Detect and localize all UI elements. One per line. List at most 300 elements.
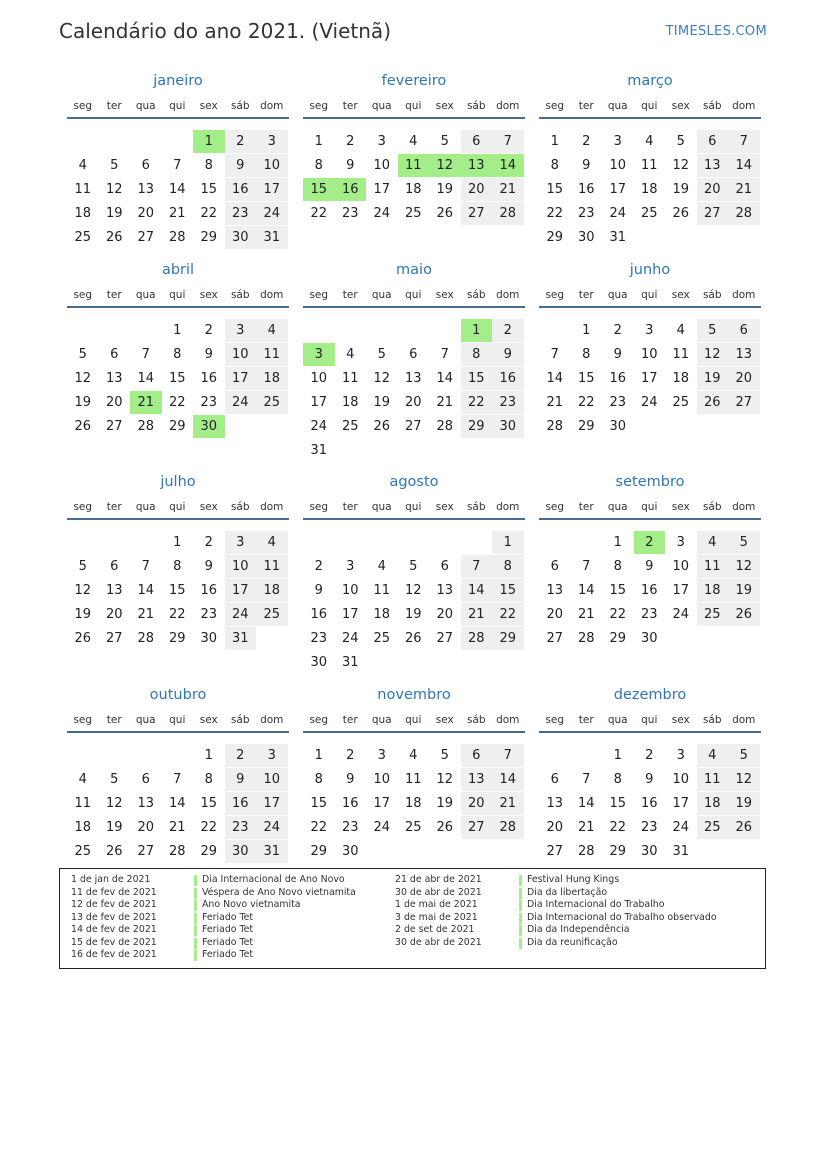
weekend-day-cell[interactable]: 25 xyxy=(256,391,288,414)
day-cell[interactable]: 17 xyxy=(341,607,359,622)
day-cell[interactable]: 18 xyxy=(672,371,690,386)
day-cell[interactable]: 13 xyxy=(105,583,123,598)
weekend-day-cell[interactable]: 15 xyxy=(461,367,493,390)
day-cell[interactable]: 9 xyxy=(204,347,213,362)
day-cell[interactable]: 24 xyxy=(310,419,328,434)
day-cell[interactable]: 23 xyxy=(577,206,595,221)
day-cell[interactable]: 19 xyxy=(74,607,92,622)
day-cell[interactable]: 15 xyxy=(546,182,564,197)
day-cell[interactable]: 5 xyxy=(440,748,449,763)
weekend-day-cell[interactable]: 6 xyxy=(461,130,493,153)
weekend-day-cell[interactable]: 14 xyxy=(461,579,493,602)
day-cell[interactable]: 31 xyxy=(310,443,328,458)
day-cell[interactable]: 5 xyxy=(676,134,685,149)
weekend-day-cell[interactable]: 21 xyxy=(461,603,493,626)
day-cell[interactable]: 7 xyxy=(141,347,150,362)
day-cell[interactable]: 18 xyxy=(373,607,391,622)
day-cell[interactable]: 25 xyxy=(404,820,422,835)
day-cell[interactable]: 18 xyxy=(341,395,359,410)
weekend-day-cell[interactable]: 24 xyxy=(225,391,257,414)
day-cell[interactable]: 30 xyxy=(310,655,328,670)
weekend-day-cell[interactable]: 20 xyxy=(461,178,493,201)
day-cell[interactable]: 7 xyxy=(173,158,182,173)
weekend-day-cell[interactable]: 19 xyxy=(728,579,760,602)
weekend-day-cell[interactable]: 31 xyxy=(256,840,288,863)
holiday-day-cell[interactable]: 2 xyxy=(634,531,666,554)
day-cell[interactable]: 1 xyxy=(582,323,591,338)
day-cell[interactable]: 16 xyxy=(310,607,328,622)
day-cell[interactable]: 26 xyxy=(404,631,422,646)
day-cell[interactable]: 21 xyxy=(546,395,564,410)
weekend-day-cell[interactable]: 17 xyxy=(256,178,288,201)
day-cell[interactable]: 21 xyxy=(577,607,595,622)
day-cell[interactable]: 3 xyxy=(377,134,386,149)
day-cell[interactable]: 25 xyxy=(74,844,92,859)
holiday-day-cell[interactable]: 11 xyxy=(398,154,430,177)
day-cell[interactable]: 2 xyxy=(346,134,355,149)
weekend-day-cell[interactable]: 9 xyxy=(225,154,257,177)
day-cell[interactable]: 5 xyxy=(409,559,418,574)
day-cell[interactable]: 6 xyxy=(550,559,559,574)
weekend-day-cell[interactable]: 3 xyxy=(225,319,257,342)
day-cell[interactable]: 20 xyxy=(105,395,123,410)
weekend-day-cell[interactable]: 31 xyxy=(256,226,288,249)
day-cell[interactable]: 17 xyxy=(373,182,391,197)
day-cell[interactable]: 9 xyxy=(613,347,622,362)
day-cell[interactable]: 14 xyxy=(546,371,564,386)
weekend-day-cell[interactable]: 8 xyxy=(461,343,493,366)
day-cell[interactable]: 29 xyxy=(310,844,328,859)
day-cell[interactable]: 30 xyxy=(640,844,658,859)
day-cell[interactable]: 3 xyxy=(645,323,654,338)
brand-link[interactable]: TIMESLES.COM xyxy=(665,24,767,39)
day-cell[interactable]: 27 xyxy=(546,631,564,646)
day-cell[interactable]: 7 xyxy=(173,772,182,787)
day-cell[interactable]: 26 xyxy=(74,419,92,434)
day-cell[interactable]: 11 xyxy=(74,796,92,811)
weekend-day-cell[interactable]: 9 xyxy=(225,768,257,791)
day-cell[interactable]: 5 xyxy=(440,134,449,149)
weekend-day-cell[interactable]: 10 xyxy=(225,555,257,578)
weekend-day-cell[interactable]: 23 xyxy=(225,816,257,839)
day-cell[interactable]: 2 xyxy=(645,748,654,763)
day-cell[interactable]: 2 xyxy=(582,134,591,149)
day-cell[interactable]: 16 xyxy=(341,796,359,811)
day-cell[interactable]: 27 xyxy=(404,419,422,434)
weekend-day-cell[interactable]: 19 xyxy=(697,367,729,390)
weekend-day-cell[interactable]: 14 xyxy=(728,154,760,177)
day-cell[interactable]: 24 xyxy=(640,395,658,410)
weekend-day-cell[interactable]: 11 xyxy=(256,555,288,578)
weekend-day-cell[interactable]: 28 xyxy=(492,816,524,839)
day-cell[interactable]: 6 xyxy=(409,347,418,362)
weekend-day-cell[interactable]: 6 xyxy=(461,744,493,767)
day-cell[interactable]: 16 xyxy=(640,796,658,811)
day-cell[interactable]: 21 xyxy=(436,395,454,410)
weekend-day-cell[interactable]: 2 xyxy=(225,744,257,767)
day-cell[interactable]: 13 xyxy=(546,796,564,811)
day-cell[interactable]: 19 xyxy=(404,607,422,622)
day-cell[interactable]: 1 xyxy=(314,134,323,149)
day-cell[interactable]: 1 xyxy=(613,748,622,763)
day-cell[interactable]: 22 xyxy=(609,820,627,835)
day-cell[interactable]: 23 xyxy=(310,631,328,646)
day-cell[interactable]: 10 xyxy=(341,583,359,598)
day-cell[interactable]: 12 xyxy=(74,583,92,598)
day-cell[interactable]: 23 xyxy=(640,820,658,835)
day-cell[interactable]: 27 xyxy=(105,631,123,646)
weekend-day-cell[interactable]: 28 xyxy=(728,202,760,225)
day-cell[interactable]: 10 xyxy=(373,772,391,787)
day-cell[interactable]: 4 xyxy=(346,347,355,362)
day-cell[interactable]: 10 xyxy=(672,559,690,574)
day-cell[interactable]: 28 xyxy=(546,419,564,434)
day-cell[interactable]: 30 xyxy=(640,631,658,646)
day-cell[interactable]: 25 xyxy=(373,631,391,646)
day-cell[interactable]: 4 xyxy=(409,134,418,149)
day-cell[interactable]: 22 xyxy=(609,607,627,622)
day-cell[interactable]: 4 xyxy=(645,134,654,149)
day-cell[interactable]: 4 xyxy=(409,748,418,763)
weekend-day-cell[interactable]: 24 xyxy=(256,816,288,839)
day-cell[interactable]: 30 xyxy=(577,230,595,245)
day-cell[interactable]: 29 xyxy=(609,844,627,859)
day-cell[interactable]: 2 xyxy=(204,535,213,550)
weekend-day-cell[interactable]: 22 xyxy=(492,603,524,626)
day-cell[interactable]: 18 xyxy=(404,182,422,197)
weekend-day-cell[interactable]: 27 xyxy=(461,816,493,839)
day-cell[interactable]: 15 xyxy=(577,371,595,386)
weekend-day-cell[interactable]: 7 xyxy=(728,130,760,153)
day-cell[interactable]: 19 xyxy=(74,395,92,410)
weekend-day-cell[interactable]: 18 xyxy=(256,579,288,602)
weekend-day-cell[interactable]: 4 xyxy=(697,744,729,767)
day-cell[interactable]: 26 xyxy=(105,844,123,859)
day-cell[interactable]: 13 xyxy=(546,583,564,598)
day-cell[interactable]: 13 xyxy=(137,182,155,197)
weekend-day-cell[interactable]: 23 xyxy=(225,202,257,225)
day-cell[interactable]: 4 xyxy=(377,559,386,574)
weekend-day-cell[interactable]: 29 xyxy=(461,415,493,438)
day-cell[interactable]: 28 xyxy=(577,844,595,859)
day-cell[interactable]: 9 xyxy=(645,772,654,787)
weekend-day-cell[interactable]: 21 xyxy=(728,178,760,201)
weekend-day-cell[interactable]: 30 xyxy=(492,415,524,438)
day-cell[interactable]: 21 xyxy=(137,607,155,622)
day-cell[interactable]: 17 xyxy=(310,395,328,410)
day-cell[interactable]: 27 xyxy=(546,844,564,859)
day-cell[interactable]: 11 xyxy=(672,347,690,362)
day-cell[interactable]: 1 xyxy=(173,323,182,338)
weekend-day-cell[interactable]: 27 xyxy=(697,202,729,225)
day-cell[interactable]: 18 xyxy=(404,796,422,811)
day-cell[interactable]: 14 xyxy=(137,583,155,598)
day-cell[interactable]: 22 xyxy=(577,395,595,410)
day-cell[interactable]: 12 xyxy=(74,371,92,386)
weekend-day-cell[interactable]: 17 xyxy=(256,792,288,815)
weekend-day-cell[interactable]: 30 xyxy=(225,226,257,249)
day-cell[interactable]: 11 xyxy=(74,182,92,197)
weekend-day-cell[interactable]: 25 xyxy=(256,603,288,626)
day-cell[interactable]: 24 xyxy=(373,820,391,835)
day-cell[interactable]: 9 xyxy=(204,559,213,574)
day-cell[interactable]: 12 xyxy=(436,772,454,787)
day-cell[interactable]: 8 xyxy=(613,772,622,787)
day-cell[interactable]: 24 xyxy=(609,206,627,221)
day-cell[interactable]: 16 xyxy=(200,371,218,386)
day-cell[interactable]: 20 xyxy=(137,206,155,221)
day-cell[interactable]: 17 xyxy=(640,371,658,386)
day-cell[interactable]: 3 xyxy=(676,535,685,550)
day-cell[interactable]: 1 xyxy=(204,748,213,763)
day-cell[interactable]: 4 xyxy=(676,323,685,338)
weekend-day-cell[interactable]: 9 xyxy=(492,343,524,366)
day-cell[interactable]: 20 xyxy=(436,607,454,622)
weekend-day-cell[interactable]: 17 xyxy=(225,579,257,602)
weekend-day-cell[interactable]: 2 xyxy=(225,130,257,153)
holiday-day-cell[interactable]: 12 xyxy=(429,154,461,177)
day-cell[interactable]: 28 xyxy=(137,631,155,646)
day-cell[interactable]: 19 xyxy=(436,182,454,197)
weekend-day-cell[interactable]: 7 xyxy=(492,744,524,767)
weekend-day-cell[interactable]: 10 xyxy=(225,343,257,366)
day-cell[interactable]: 18 xyxy=(640,182,658,197)
day-cell[interactable]: 27 xyxy=(105,419,123,434)
holiday-day-cell[interactable]: 30 xyxy=(193,415,225,438)
weekend-day-cell[interactable]: 5 xyxy=(728,531,760,554)
day-cell[interactable]: 21 xyxy=(168,820,186,835)
weekend-day-cell[interactable]: 21 xyxy=(492,792,524,815)
day-cell[interactable]: 8 xyxy=(550,158,559,173)
weekend-day-cell[interactable]: 16 xyxy=(225,792,257,815)
day-cell[interactable]: 15 xyxy=(168,371,186,386)
day-cell[interactable]: 25 xyxy=(640,206,658,221)
day-cell[interactable]: 2 xyxy=(613,323,622,338)
weekend-day-cell[interactable]: 3 xyxy=(256,744,288,767)
day-cell[interactable]: 10 xyxy=(310,371,328,386)
day-cell[interactable]: 22 xyxy=(310,206,328,221)
day-cell[interactable]: 19 xyxy=(373,395,391,410)
day-cell[interactable]: 26 xyxy=(373,419,391,434)
weekend-day-cell[interactable]: 23 xyxy=(492,391,524,414)
weekend-day-cell[interactable]: 16 xyxy=(225,178,257,201)
day-cell[interactable]: 16 xyxy=(609,371,627,386)
day-cell[interactable]: 5 xyxy=(377,347,386,362)
day-cell[interactable]: 23 xyxy=(341,820,359,835)
weekend-day-cell[interactable]: 10 xyxy=(256,768,288,791)
day-cell[interactable]: 31 xyxy=(672,844,690,859)
day-cell[interactable]: 15 xyxy=(200,796,218,811)
holiday-day-cell[interactable]: 1 xyxy=(193,130,225,153)
day-cell[interactable]: 26 xyxy=(436,206,454,221)
day-cell[interactable]: 23 xyxy=(200,607,218,622)
day-cell[interactable]: 13 xyxy=(105,371,123,386)
day-cell[interactable]: 14 xyxy=(577,583,595,598)
weekend-day-cell[interactable]: 11 xyxy=(256,343,288,366)
day-cell[interactable]: 9 xyxy=(582,158,591,173)
day-cell[interactable]: 28 xyxy=(577,631,595,646)
day-cell[interactable]: 6 xyxy=(141,772,150,787)
day-cell[interactable]: 31 xyxy=(609,230,627,245)
day-cell[interactable]: 3 xyxy=(676,748,685,763)
day-cell[interactable]: 22 xyxy=(546,206,564,221)
day-cell[interactable]: 8 xyxy=(314,158,323,173)
day-cell[interactable]: 24 xyxy=(341,631,359,646)
day-cell[interactable]: 14 xyxy=(168,182,186,197)
day-cell[interactable]: 5 xyxy=(78,347,87,362)
day-cell[interactable]: 17 xyxy=(373,796,391,811)
day-cell[interactable]: 6 xyxy=(110,347,119,362)
day-cell[interactable]: 20 xyxy=(404,395,422,410)
day-cell[interactable]: 20 xyxy=(546,820,564,835)
day-cell[interactable]: 25 xyxy=(341,419,359,434)
day-cell[interactable]: 30 xyxy=(341,844,359,859)
day-cell[interactable]: 17 xyxy=(609,182,627,197)
day-cell[interactable]: 16 xyxy=(577,182,595,197)
weekend-day-cell[interactable]: 6 xyxy=(728,319,760,342)
day-cell[interactable]: 10 xyxy=(640,347,658,362)
weekend-day-cell[interactable]: 18 xyxy=(256,367,288,390)
weekend-day-cell[interactable]: 26 xyxy=(697,391,729,414)
day-cell[interactable]: 18 xyxy=(74,820,92,835)
day-cell[interactable]: 11 xyxy=(373,583,391,598)
day-cell[interactable]: 24 xyxy=(672,607,690,622)
day-cell[interactable]: 14 xyxy=(168,796,186,811)
day-cell[interactable]: 6 xyxy=(110,559,119,574)
day-cell[interactable]: 29 xyxy=(168,419,186,434)
day-cell[interactable]: 27 xyxy=(137,844,155,859)
day-cell[interactable]: 23 xyxy=(341,206,359,221)
day-cell[interactable]: 22 xyxy=(310,820,328,835)
day-cell[interactable]: 8 xyxy=(173,559,182,574)
holiday-day-cell[interactable]: 1 xyxy=(461,319,493,342)
day-cell[interactable]: 8 xyxy=(204,772,213,787)
day-cell[interactable]: 10 xyxy=(609,158,627,173)
day-cell[interactable]: 22 xyxy=(168,395,186,410)
day-cell[interactable]: 6 xyxy=(550,772,559,787)
day-cell[interactable]: 29 xyxy=(200,844,218,859)
day-cell[interactable]: 1 xyxy=(550,134,559,149)
weekend-day-cell[interactable]: 27 xyxy=(461,202,493,225)
day-cell[interactable]: 7 xyxy=(582,772,591,787)
day-cell[interactable]: 3 xyxy=(346,559,355,574)
day-cell[interactable]: 12 xyxy=(404,583,422,598)
day-cell[interactable]: 15 xyxy=(168,583,186,598)
weekend-day-cell[interactable]: 8 xyxy=(492,555,524,578)
weekend-day-cell[interactable]: 16 xyxy=(492,367,524,390)
day-cell[interactable]: 3 xyxy=(613,134,622,149)
day-cell[interactable]: 11 xyxy=(404,772,422,787)
weekend-day-cell[interactable]: 3 xyxy=(225,531,257,554)
day-cell[interactable]: 31 xyxy=(341,655,359,670)
weekend-day-cell[interactable]: 5 xyxy=(697,319,729,342)
day-cell[interactable]: 22 xyxy=(200,206,218,221)
day-cell[interactable]: 15 xyxy=(609,583,627,598)
weekend-day-cell[interactable]: 5 xyxy=(728,744,760,767)
weekend-day-cell[interactable]: 12 xyxy=(697,343,729,366)
weekend-day-cell[interactable]: 11 xyxy=(697,768,729,791)
weekend-day-cell[interactable]: 25 xyxy=(697,816,729,839)
day-cell[interactable]: 21 xyxy=(577,820,595,835)
day-cell[interactable]: 23 xyxy=(609,395,627,410)
holiday-day-cell[interactable]: 3 xyxy=(303,343,335,366)
day-cell[interactable]: 7 xyxy=(550,347,559,362)
day-cell[interactable]: 19 xyxy=(436,796,454,811)
weekend-day-cell[interactable]: 14 xyxy=(492,768,524,791)
day-cell[interactable]: 24 xyxy=(373,206,391,221)
day-cell[interactable]: 30 xyxy=(200,631,218,646)
day-cell[interactable]: 26 xyxy=(74,631,92,646)
day-cell[interactable]: 27 xyxy=(436,631,454,646)
weekend-day-cell[interactable]: 7 xyxy=(461,555,493,578)
day-cell[interactable]: 9 xyxy=(346,158,355,173)
weekend-day-cell[interactable]: 13 xyxy=(697,154,729,177)
holiday-day-cell[interactable]: 21 xyxy=(130,391,162,414)
day-cell[interactable]: 11 xyxy=(341,371,359,386)
day-cell[interactable]: 8 xyxy=(314,772,323,787)
day-cell[interactable]: 13 xyxy=(436,583,454,598)
day-cell[interactable]: 2 xyxy=(314,559,323,574)
day-cell[interactable]: 15 xyxy=(200,182,218,197)
day-cell[interactable]: 16 xyxy=(640,583,658,598)
day-cell[interactable]: 28 xyxy=(137,419,155,434)
day-cell[interactable]: 12 xyxy=(105,796,123,811)
day-cell[interactable]: 26 xyxy=(105,230,123,245)
weekend-day-cell[interactable]: 28 xyxy=(461,627,493,650)
day-cell[interactable]: 20 xyxy=(105,607,123,622)
weekend-day-cell[interactable]: 21 xyxy=(492,178,524,201)
day-cell[interactable]: 14 xyxy=(436,371,454,386)
day-cell[interactable]: 15 xyxy=(609,796,627,811)
day-cell[interactable]: 28 xyxy=(436,419,454,434)
day-cell[interactable]: 19 xyxy=(105,820,123,835)
weekend-day-cell[interactable]: 28 xyxy=(492,202,524,225)
day-cell[interactable]: 14 xyxy=(137,371,155,386)
weekend-day-cell[interactable]: 26 xyxy=(728,816,760,839)
weekend-day-cell[interactable]: 27 xyxy=(728,391,760,414)
day-cell[interactable]: 8 xyxy=(582,347,591,362)
day-cell[interactable]: 11 xyxy=(640,158,658,173)
day-cell[interactable]: 16 xyxy=(200,583,218,598)
weekend-day-cell[interactable]: 7 xyxy=(492,130,524,153)
day-cell[interactable]: 5 xyxy=(110,158,119,173)
weekend-day-cell[interactable]: 12 xyxy=(728,555,760,578)
weekend-day-cell[interactable]: 1 xyxy=(492,531,524,554)
day-cell[interactable]: 21 xyxy=(168,206,186,221)
day-cell[interactable]: 9 xyxy=(645,559,654,574)
weekend-day-cell[interactable]: 4 xyxy=(256,531,288,554)
holiday-day-cell[interactable]: 15 xyxy=(303,178,335,201)
weekend-day-cell[interactable]: 24 xyxy=(256,202,288,225)
weekend-day-cell[interactable]: 24 xyxy=(225,603,257,626)
day-cell[interactable]: 1 xyxy=(613,535,622,550)
day-cell[interactable]: 23 xyxy=(200,395,218,410)
weekend-day-cell[interactable]: 4 xyxy=(256,319,288,342)
day-cell[interactable]: 20 xyxy=(546,607,564,622)
day-cell[interactable]: 30 xyxy=(609,419,627,434)
day-cell[interactable]: 3 xyxy=(377,748,386,763)
day-cell[interactable]: 12 xyxy=(105,182,123,197)
day-cell[interactable]: 2 xyxy=(346,748,355,763)
day-cell[interactable]: 29 xyxy=(168,631,186,646)
day-cell[interactable]: 6 xyxy=(141,158,150,173)
weekend-day-cell[interactable]: 17 xyxy=(225,367,257,390)
day-cell[interactable]: 10 xyxy=(373,158,391,173)
day-cell[interactable]: 5 xyxy=(110,772,119,787)
day-cell[interactable]: 22 xyxy=(200,820,218,835)
day-cell[interactable]: 27 xyxy=(137,230,155,245)
day-cell[interactable]: 13 xyxy=(137,796,155,811)
